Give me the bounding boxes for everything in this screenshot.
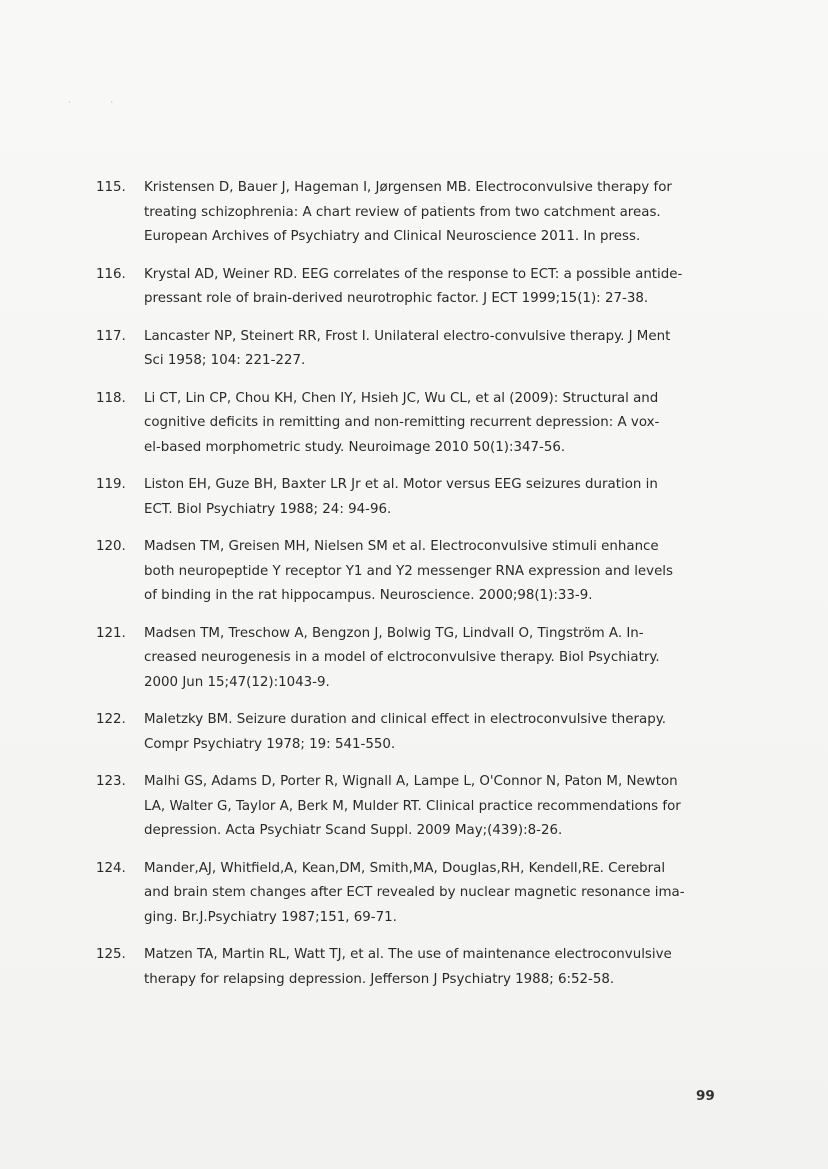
reference-item-124 bbox=[96, 857, 736, 931]
reference-number: 116. bbox=[96, 266, 126, 282]
reference-item-123 bbox=[96, 770, 736, 844]
reference-item-120 bbox=[96, 535, 736, 609]
reference-number: 122. bbox=[96, 712, 126, 727]
reference-number: 119. bbox=[96, 477, 126, 492]
reference-text: Krystal AD, Weiner RD. EEG correlates of the response to ECT: a possible antide- pressant role of brain-derived neurotrophic factor. J ECT 1999;15(1): 27-38. bbox=[144, 266, 683, 306]
reference-number: 120. bbox=[96, 539, 126, 554]
reference-number: 117. bbox=[96, 328, 126, 344]
page-number: 99 bbox=[696, 1088, 715, 1104]
reference-item-125 bbox=[96, 943, 736, 992]
reference-text: Malhi GS, Adams D, Porter R, Wignall A, Lampe L, O'Connor N, Paton M, Newton LA, Walter G, Taylor A, Berk M, Mulder RT. Clinical practice recommendations for depression. Acta Psychiatr Scand Suppl. 2009 May;(439):8-26. bbox=[144, 774, 681, 838]
reference-item-122 bbox=[96, 708, 736, 757]
reference-number: 118. bbox=[96, 390, 126, 406]
reference-number: 121. bbox=[96, 625, 126, 641]
reference-item-121 bbox=[96, 622, 736, 696]
reference-text: Liston EH, Guze BH, Baxter LR Jr et al. Motor versus EEG seizures duration in ECT. Biol Psychiatry 1988; 24: 94-96. bbox=[144, 477, 658, 517]
reference-number: 125. bbox=[96, 947, 126, 962]
reference-text: Mander,AJ, Whitfield,A, Kean,DM, Smith,MA, Douglas,RH, Kendell,RE. Cerebral and brain stem changes after ECT revealed by nuclear magnetic resonance ima- ging. Br.J.Psychiatry 1987;151, 69-71. bbox=[144, 860, 685, 925]
reference-text: Li CT, Lin CP, Chou KH, Chen IY, Hsieh JC, Wu CL, et al (2009): Structural and cognitive deficits in remitting and non-remitting recurrent depression: A vox- el-based morphometric study. Neuroimage 2010 50(1):347-56. bbox=[144, 390, 660, 455]
reference-number: 123. bbox=[96, 774, 126, 789]
reference-item-118 bbox=[96, 387, 736, 461]
reference-item-116 bbox=[96, 263, 736, 312]
reference-number: 124. bbox=[96, 860, 126, 876]
reference-number: 115. bbox=[96, 180, 126, 195]
reference-text: Madsen TM, Greisen MH, Nielsen SM et al. Electroconvulsive stimuli enhance both neuropeptide Y receptor Y1 and Y2 messenger RNA expression and levels of binding in the rat hippocampus. Neuroscience. 2000;98(1):33-9. bbox=[144, 539, 674, 603]
reference-text: Madsen TM, Treschow A, Bengzon J, Bolwig TG, Lindvall O, Tingström A. In- creased neurogenesis in a model of elctroconvulsive therapy. Biol Psychiatry. 2000 Jun 15;47(12):1043-9. bbox=[144, 625, 660, 690]
reference-item-119 bbox=[96, 473, 736, 522]
reference-text: Kristensen D, Bauer J, Hageman I, Jørgensen MB. Electroconvulsive therapy for treating schizophrenia: A chart review of patients from two catchment areas. European Archives of Psychiatry and Clinical Neuroscience 2011. In press. bbox=[144, 180, 672, 244]
scan-specks: ·· bbox=[68, 98, 154, 107]
reference-text: Maletzky BM. Seizure duration and clinical effect in electroconvulsive therapy. Compr Psychiatry 1978; 19: 541-550. bbox=[144, 712, 666, 752]
reference-list bbox=[96, 176, 736, 1005]
reference-item-117 bbox=[96, 325, 736, 374]
reference-item-115 bbox=[96, 176, 736, 250]
reference-text: Matzen TA, Martin RL, Watt TJ, et al. The use of maintenance electroconvulsive therapy for relapsing depression. Jefferson J Psychiatry 1988; 6:52-58. bbox=[144, 947, 672, 987]
reference-text: Lancaster NP, Steinert RR, Frost I. Unilateral electro-convulsive therapy. J Ment Sci 1958; 104: 221-227. bbox=[144, 328, 671, 368]
